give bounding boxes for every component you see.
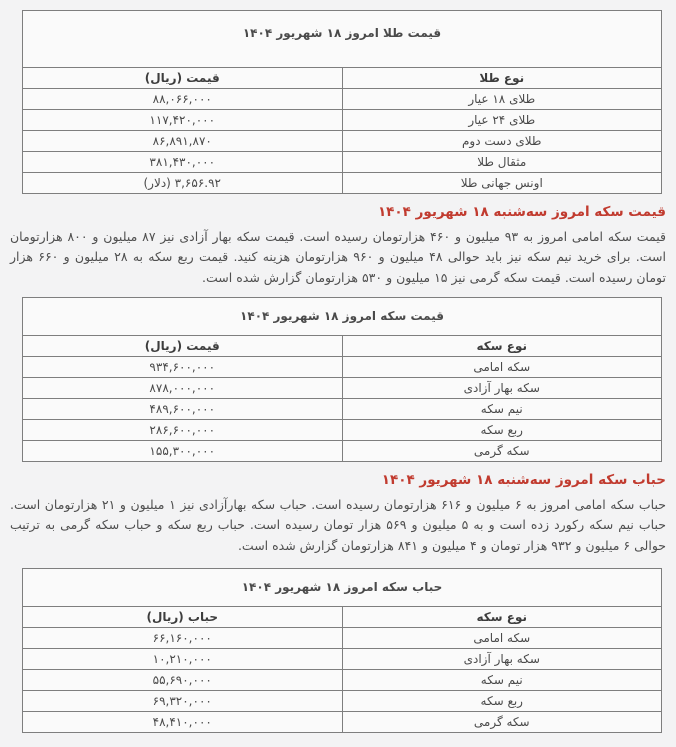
- bubble-table-header-row: [23, 607, 662, 628]
- gold-type-cell: طلای دست دوم: [342, 131, 662, 152]
- gold-price-cell: ۳,۶۵۶.۹۲ (دلار): [23, 173, 343, 194]
- coin-price-cell: ۱۵۵,۳۰۰,۰۰۰: [23, 441, 343, 462]
- gold-col-price-header: قیمت (ریال): [23, 68, 343, 89]
- table-row: [23, 131, 662, 152]
- bubble-table-title: حباب سکه امروز ۱۸ شهریور ۱۴۰۴: [23, 569, 662, 607]
- coin-price-paragraph: قیمت سکه امامی امروز به ۹۳ میلیون و ۴۶۰ هزارتومان رسیده است. قیمت سکه بهار آزادی نیز ۸۷ میلیون و ۸۰۰ هزارتومان است. برای خرید نیم سکه نیز باید حوالی ۴۸ میلیون و ۹۶۰ هزارتومان هزینه کنید. قیمت ربع سکه به ۲۸ میلیون و ۶۶۰ هزار تومان رسیده است. قیمت سکه گرمی نیز ۱۵ میلیون و ۵۳۰ هزارتومان گزارش شده است.: [10, 228, 666, 285]
- coin-price-cell: ۸۷۸,۰۰۰,۰۰۰: [23, 378, 343, 399]
- gold-table-caption-row: [23, 11, 662, 68]
- gold-table-title: قیمت طلا امروز ۱۸ شهریور ۱۴۰۴: [23, 11, 662, 68]
- bubble-type-cell: ربع سکه: [342, 691, 662, 712]
- gold-price-cell: ۸۸,۰۶۶,۰۰۰: [23, 89, 343, 110]
- coin-col-type-header: نوع سکه: [342, 336, 662, 357]
- table-row: [23, 420, 662, 441]
- coin-table-caption-row: [23, 298, 662, 336]
- table-row: [23, 670, 662, 691]
- coin-type-cell: سکه گرمی: [342, 441, 662, 462]
- gold-price-cell: ۳۸۱,۴۳۰,۰۰۰: [23, 152, 343, 173]
- coin-bubble-table: [22, 568, 662, 733]
- coin-col-price-header: قیمت (ریال): [23, 336, 343, 357]
- bubble-price-cell: ۱۰,۲۱۰,۰۰۰: [23, 649, 343, 670]
- coin-bubble-paragraph: حباب سکه امامی امروز به ۶ میلیون و ۶۱۶ هزارتومان رسیده است. حباب سکه بهارآزادی نیز ۱ میلیون و ۲۱ هزارتومان است. حباب نیم سکه رکورد زده است و به ۵ میلیون و ۵۶۹ هزار تومان رسیده است. حباب ربع سکه و حباب سکه گرمی به ترتیب حوالی ۶ میلیون و ۹۳۲ هزار تومان و ۴ میلیون و ۸۴۱ هزارتومان گزارش شده است.: [10, 496, 666, 553]
- coin-bubble-heading: حباب سکه امروز سه‌شنبه ۱۸ شهریور ۱۴۰۴: [381, 472, 666, 489]
- table-row: [23, 399, 662, 420]
- bubble-price-cell: ۶۶,۱۶۰,۰۰۰: [23, 628, 343, 649]
- gold-type-cell: طلای ۱۸ عیار: [342, 89, 662, 110]
- table-row: [23, 173, 662, 194]
- gold-type-cell: اونس جهانی طلا: [342, 173, 662, 194]
- gold-col-type-header: نوع طلا: [342, 68, 662, 89]
- table-row: [23, 441, 662, 462]
- table-row: [23, 378, 662, 399]
- coin-table-title: قیمت سکه امروز ۱۸ شهریور ۱۴۰۴: [23, 298, 662, 336]
- gold-type-cell: مثقال طلا: [342, 152, 662, 173]
- coin-type-cell: نیم سکه: [342, 399, 662, 420]
- gold-type-cell: طلای ۲۴ عیار: [342, 110, 662, 131]
- bubble-col-price-header: حباب (ریال): [23, 607, 343, 628]
- bubble-price-cell: ۴۸,۴۱۰,۰۰۰: [23, 712, 343, 733]
- table-row: [23, 110, 662, 131]
- coin-type-cell: ربع سکه: [342, 420, 662, 441]
- bubble-type-cell: سکه بهار آزادی: [342, 649, 662, 670]
- bubble-table-caption-row: [23, 569, 662, 607]
- coin-type-cell: سکه امامی: [342, 357, 662, 378]
- coin-price-cell: ۴۸۹,۶۰۰,۰۰۰: [23, 399, 343, 420]
- table-row: [23, 89, 662, 110]
- coin-price-cell: ۹۳۴,۶۰۰,۰۰۰: [23, 357, 343, 378]
- gold-price-cell: ۱۱۷,۴۲۰,۰۰۰: [23, 110, 343, 131]
- table-row: [23, 152, 662, 173]
- coin-type-cell: سکه بهار آزادی: [342, 378, 662, 399]
- gold-price-table: [22, 10, 662, 194]
- bubble-price-cell: ۶۹,۳۲۰,۰۰۰: [23, 691, 343, 712]
- table-row: [23, 691, 662, 712]
- coin-table-header-row: [23, 336, 662, 357]
- bubble-type-cell: نیم سکه: [342, 670, 662, 691]
- gold-price-cell: ۸۶,۸۹۱,۸۷۰: [23, 131, 343, 152]
- table-row: [23, 649, 662, 670]
- bubble-price-cell: ۵۵,۶۹۰,۰۰۰: [23, 670, 343, 691]
- table-row: [23, 628, 662, 649]
- bubble-type-cell: سکه گرمی: [342, 712, 662, 733]
- bubble-col-type-header: نوع سکه: [342, 607, 662, 628]
- coin-price-heading: قیمت سکه امروز سه‌شنبه ۱۸ شهریور ۱۴۰۴: [377, 204, 666, 220]
- table-row: [23, 357, 662, 378]
- table-row: [23, 712, 662, 733]
- coin-price-cell: ۲۸۶,۶۰۰,۰۰۰: [23, 420, 343, 441]
- gold-table-header-row: [23, 68, 662, 89]
- bubble-type-cell: سکه امامی: [342, 628, 662, 649]
- coin-price-table: [22, 297, 662, 462]
